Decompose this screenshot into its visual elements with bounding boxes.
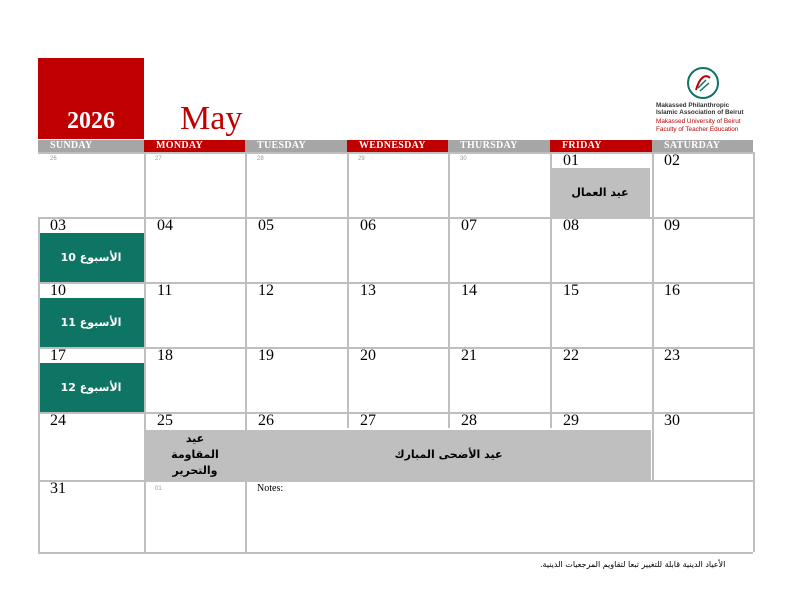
day-number: 07	[461, 217, 477, 234]
day-number: 05	[258, 217, 274, 234]
grid-col-line	[448, 347, 450, 412]
day-number: 29	[563, 412, 579, 429]
day-number: 03	[50, 217, 66, 234]
makassed-logo-icon	[686, 66, 720, 100]
day-number: 20	[360, 347, 376, 364]
day-header-friday: FRIDAY	[550, 140, 652, 152]
day-number: 25	[157, 412, 173, 429]
prev-month-day: 27	[155, 156, 162, 162]
event-week-12: الأسبوع 12	[38, 363, 144, 412]
prev-month-day: 26	[50, 156, 57, 162]
day-number: 01	[563, 152, 579, 169]
day-number: 24	[50, 412, 66, 429]
grid-col-line	[144, 152, 146, 217]
day-number: 21	[461, 347, 477, 364]
grid-col-line	[144, 347, 146, 412]
next-month-day: 01	[155, 486, 162, 492]
grid-col-line	[550, 347, 552, 412]
org-name-line4: Faculty of Teacher Education	[656, 126, 739, 133]
grid-col-line	[448, 152, 450, 217]
grid-col-line	[245, 412, 247, 480]
grid-col-line	[550, 282, 552, 347]
grid-col-line	[652, 217, 654, 282]
footnote: الأعياد الدينية قابلة للتغيير تبعا لتقاويم المرجعيات الدينية.	[540, 560, 726, 569]
day-number: 30	[664, 412, 680, 429]
grid-col-line	[652, 152, 654, 217]
grid-col-line	[448, 217, 450, 282]
day-number: 31	[50, 480, 66, 497]
grid-col-line	[753, 152, 755, 217]
prev-month-day: 28	[257, 156, 264, 162]
grid-col-line	[144, 480, 146, 552]
day-number: 09	[664, 217, 680, 234]
grid-col-line	[347, 412, 349, 428]
grid-col-line	[245, 152, 247, 217]
day-number: 08	[563, 217, 579, 234]
grid-col-line	[245, 347, 247, 412]
day-number: 18	[157, 347, 173, 364]
org-name-line1: Makassed Philanthropic	[656, 102, 730, 109]
grid-col-line	[448, 412, 450, 428]
grid-col-line	[245, 282, 247, 347]
day-number: 19	[258, 347, 274, 364]
event-resistance-liberation-day: عيد المقاومة والتحرير	[145, 430, 245, 480]
day-number: 23	[664, 347, 680, 364]
notes-label: Notes:	[257, 483, 284, 494]
grid-col-line	[753, 347, 755, 412]
grid-col-line	[753, 217, 755, 282]
day-number: 02	[664, 152, 680, 169]
event-labour-day: عيد العمال	[550, 168, 650, 217]
day-number: 15	[563, 282, 579, 299]
grid-row-line	[38, 552, 753, 554]
grid-col-line	[550, 217, 552, 282]
day-number: 16	[664, 282, 680, 299]
event-week-11: الأسبوع 11	[38, 298, 144, 347]
month-title: May	[180, 100, 243, 137]
day-header-saturday: SATURDAY	[652, 140, 753, 152]
day-number: 14	[461, 282, 477, 299]
org-name-line3: Makassed University of Beirut	[656, 118, 741, 125]
grid-col-line	[448, 282, 450, 347]
day-number: 28	[461, 412, 477, 429]
event-week-10: الأسبوع 10	[38, 233, 144, 282]
day-header-sunday: SUNDAY	[38, 140, 144, 152]
grid-col-line	[38, 480, 40, 552]
day-header-monday: MONDAY	[144, 140, 245, 152]
grid-col-line	[38, 217, 40, 282]
prev-month-day: 29	[358, 156, 365, 162]
day-number: 13	[360, 282, 376, 299]
day-number: 11	[157, 282, 173, 299]
day-number: 04	[157, 217, 173, 234]
day-number: 12	[258, 282, 274, 299]
grid-col-line	[38, 412, 40, 480]
grid-col-line	[753, 412, 755, 480]
grid-col-line	[245, 217, 247, 282]
grid-col-line	[652, 412, 654, 480]
prev-month-day: 30	[460, 156, 467, 162]
grid-col-line	[38, 282, 40, 347]
grid-col-line	[144, 282, 146, 347]
event-eid-al-adha: عيد الأضحى المبارك	[246, 430, 651, 480]
grid-col-line	[347, 282, 349, 347]
grid-col-line	[550, 152, 552, 217]
grid-col-line	[245, 480, 247, 552]
grid-col-line	[347, 217, 349, 282]
day-number: 10	[50, 282, 66, 299]
grid-col-line	[144, 412, 146, 480]
day-number: 22	[563, 347, 579, 364]
grid-col-line	[753, 480, 755, 552]
day-number: 17	[50, 347, 66, 364]
grid-col-line	[652, 347, 654, 412]
grid-col-line	[753, 282, 755, 347]
grid-col-line	[38, 347, 40, 412]
grid-col-line	[347, 347, 349, 412]
day-header-wednesday: WEDNESDAY	[347, 140, 448, 152]
day-header-tuesday: TUESDAY	[245, 140, 347, 152]
year-label: 2026	[67, 108, 115, 134]
grid-col-line	[347, 152, 349, 217]
day-number: 06	[360, 217, 376, 234]
grid-col-line	[652, 282, 654, 347]
grid-col-line	[550, 412, 552, 428]
grid-col-line	[144, 217, 146, 282]
day-header-thursday: THURSDAY	[448, 140, 550, 152]
day-number: 27	[360, 412, 376, 429]
day-number: 26	[258, 412, 274, 429]
org-name-line2: Islamic Association of Beirut	[656, 109, 744, 116]
